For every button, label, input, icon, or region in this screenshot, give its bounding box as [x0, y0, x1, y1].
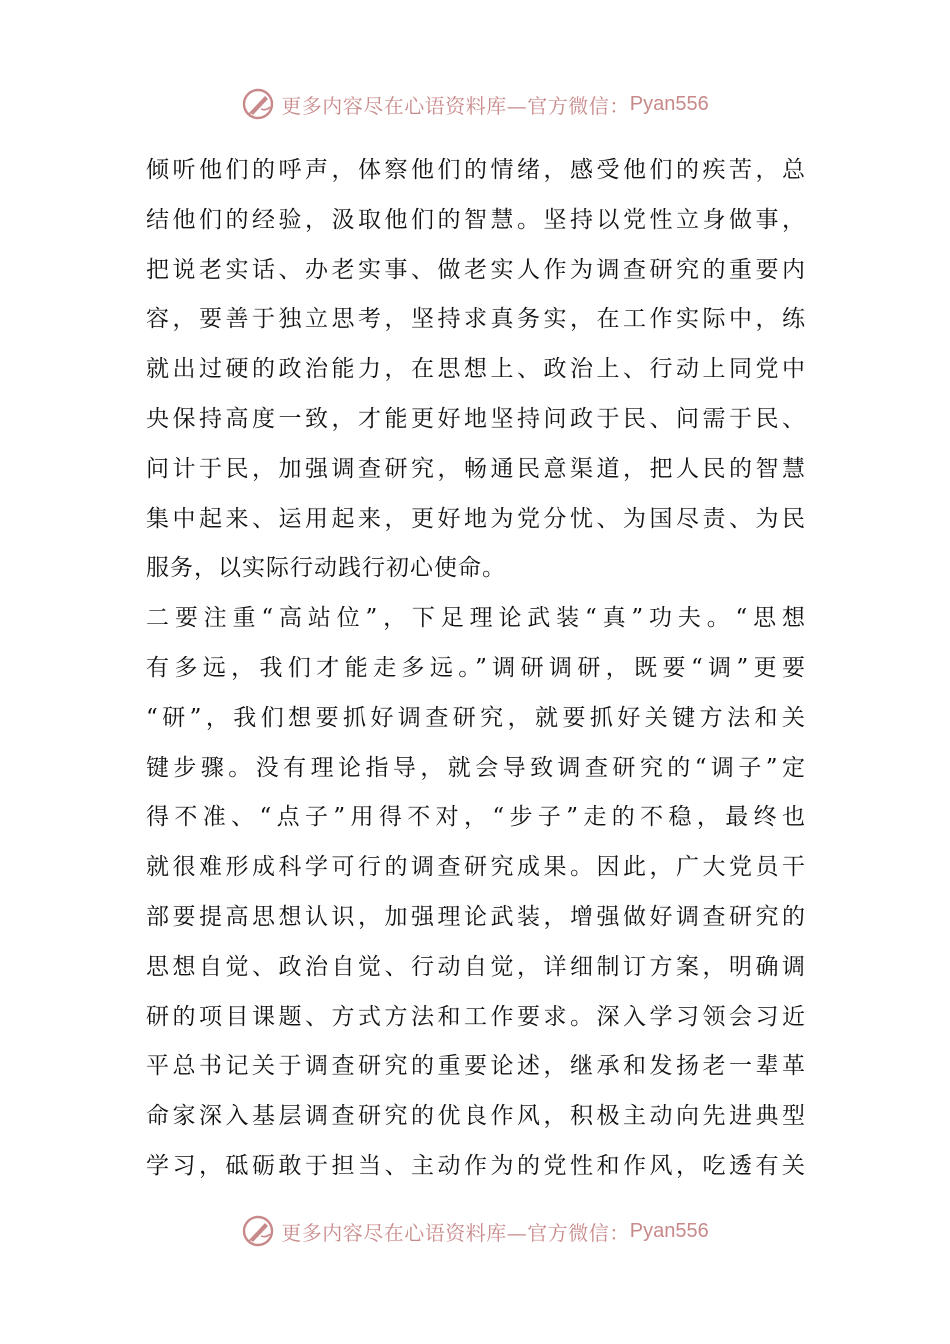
- body-line: 集中起来、运用起来，更好地为党分忧、为国尽责、为民: [146, 505, 806, 532]
- header-banner-brand: Pyan556: [629, 92, 709, 115]
- body-line: 命家深入基层调查研究的优良作风，积极主动向先进典型: [146, 1103, 806, 1130]
- body-line: 键步骤。没有理论指导，就会导致调查研究的“调子”定: [146, 754, 806, 781]
- body-line: 把说老实话、办老实事、做老实人作为调查研究的重要内: [146, 256, 806, 283]
- body-line: 学习，砥砺敢于担当、主动作为的党性和作风，吃透有关: [146, 1152, 806, 1179]
- footer-banner: [0, 1211, 950, 1251]
- body-line: 就很难形成科学可行的调查研究成果。因此，广大党员干: [146, 854, 806, 881]
- body-line: 研的项目课题、方式方法和工作要求。深入学习领会习近: [146, 1003, 806, 1030]
- body-line: 央保持高度一致，才能更好地坚持问政于民、问需于民、: [146, 405, 806, 432]
- body-line: 平总书记关于调查研究的重要论述，继承和发扬老一辈革: [146, 1053, 806, 1080]
- body-line: “研”，我们想要抓好调查研究，就要抓好关键方法和关: [146, 704, 806, 731]
- header-banner-text: 更多内容尽在心语资料库—官方微信：: [281, 93, 630, 118]
- body-line: 容，要善于独立思考，坚持求真务实，在工作实际中，练: [146, 306, 806, 333]
- header-banner: [0, 84, 950, 124]
- footer-banner-brand: Pyan556: [629, 1219, 709, 1242]
- pen-logo-icon: [241, 1214, 275, 1248]
- document-body: [146, 146, 806, 1192]
- body-line: 就出过硬的政治能力，在思想上、政治上、行动上同党中: [146, 356, 806, 383]
- body-line: 思想自觉、政治自觉、行动自觉，详细制订方案，明确调: [146, 953, 806, 980]
- pen-logo-icon: [241, 87, 275, 121]
- body-line: 结他们的经验，汲取他们的智慧。坚持以党性立身做事，: [146, 206, 806, 233]
- body-line: 得不准、“点子”用得不对，“步子”走的不稳，最终也: [146, 804, 806, 831]
- body-line: 问计于民，加强调查研究，畅通民意渠道，把人民的智慧: [146, 455, 806, 482]
- body-line: 二要注重“高站位”，下足理论武装“真”功夫。“思想: [146, 605, 806, 632]
- body-line: 有多远，我们才能走多远。”调研调研，既要“调”更要: [146, 654, 806, 681]
- body-line: 服务，以实际行动践行初心使命。: [146, 555, 506, 582]
- footer-banner-text: 更多内容尽在心语资料库—官方微信：: [281, 1220, 630, 1245]
- body-line: 倾听他们的呼声，体察他们的情绪，感受他们的疾苦，总: [146, 157, 806, 183]
- body-line: 部要提高思想认识，加强理论武装，增强做好调查研究的: [146, 903, 806, 930]
